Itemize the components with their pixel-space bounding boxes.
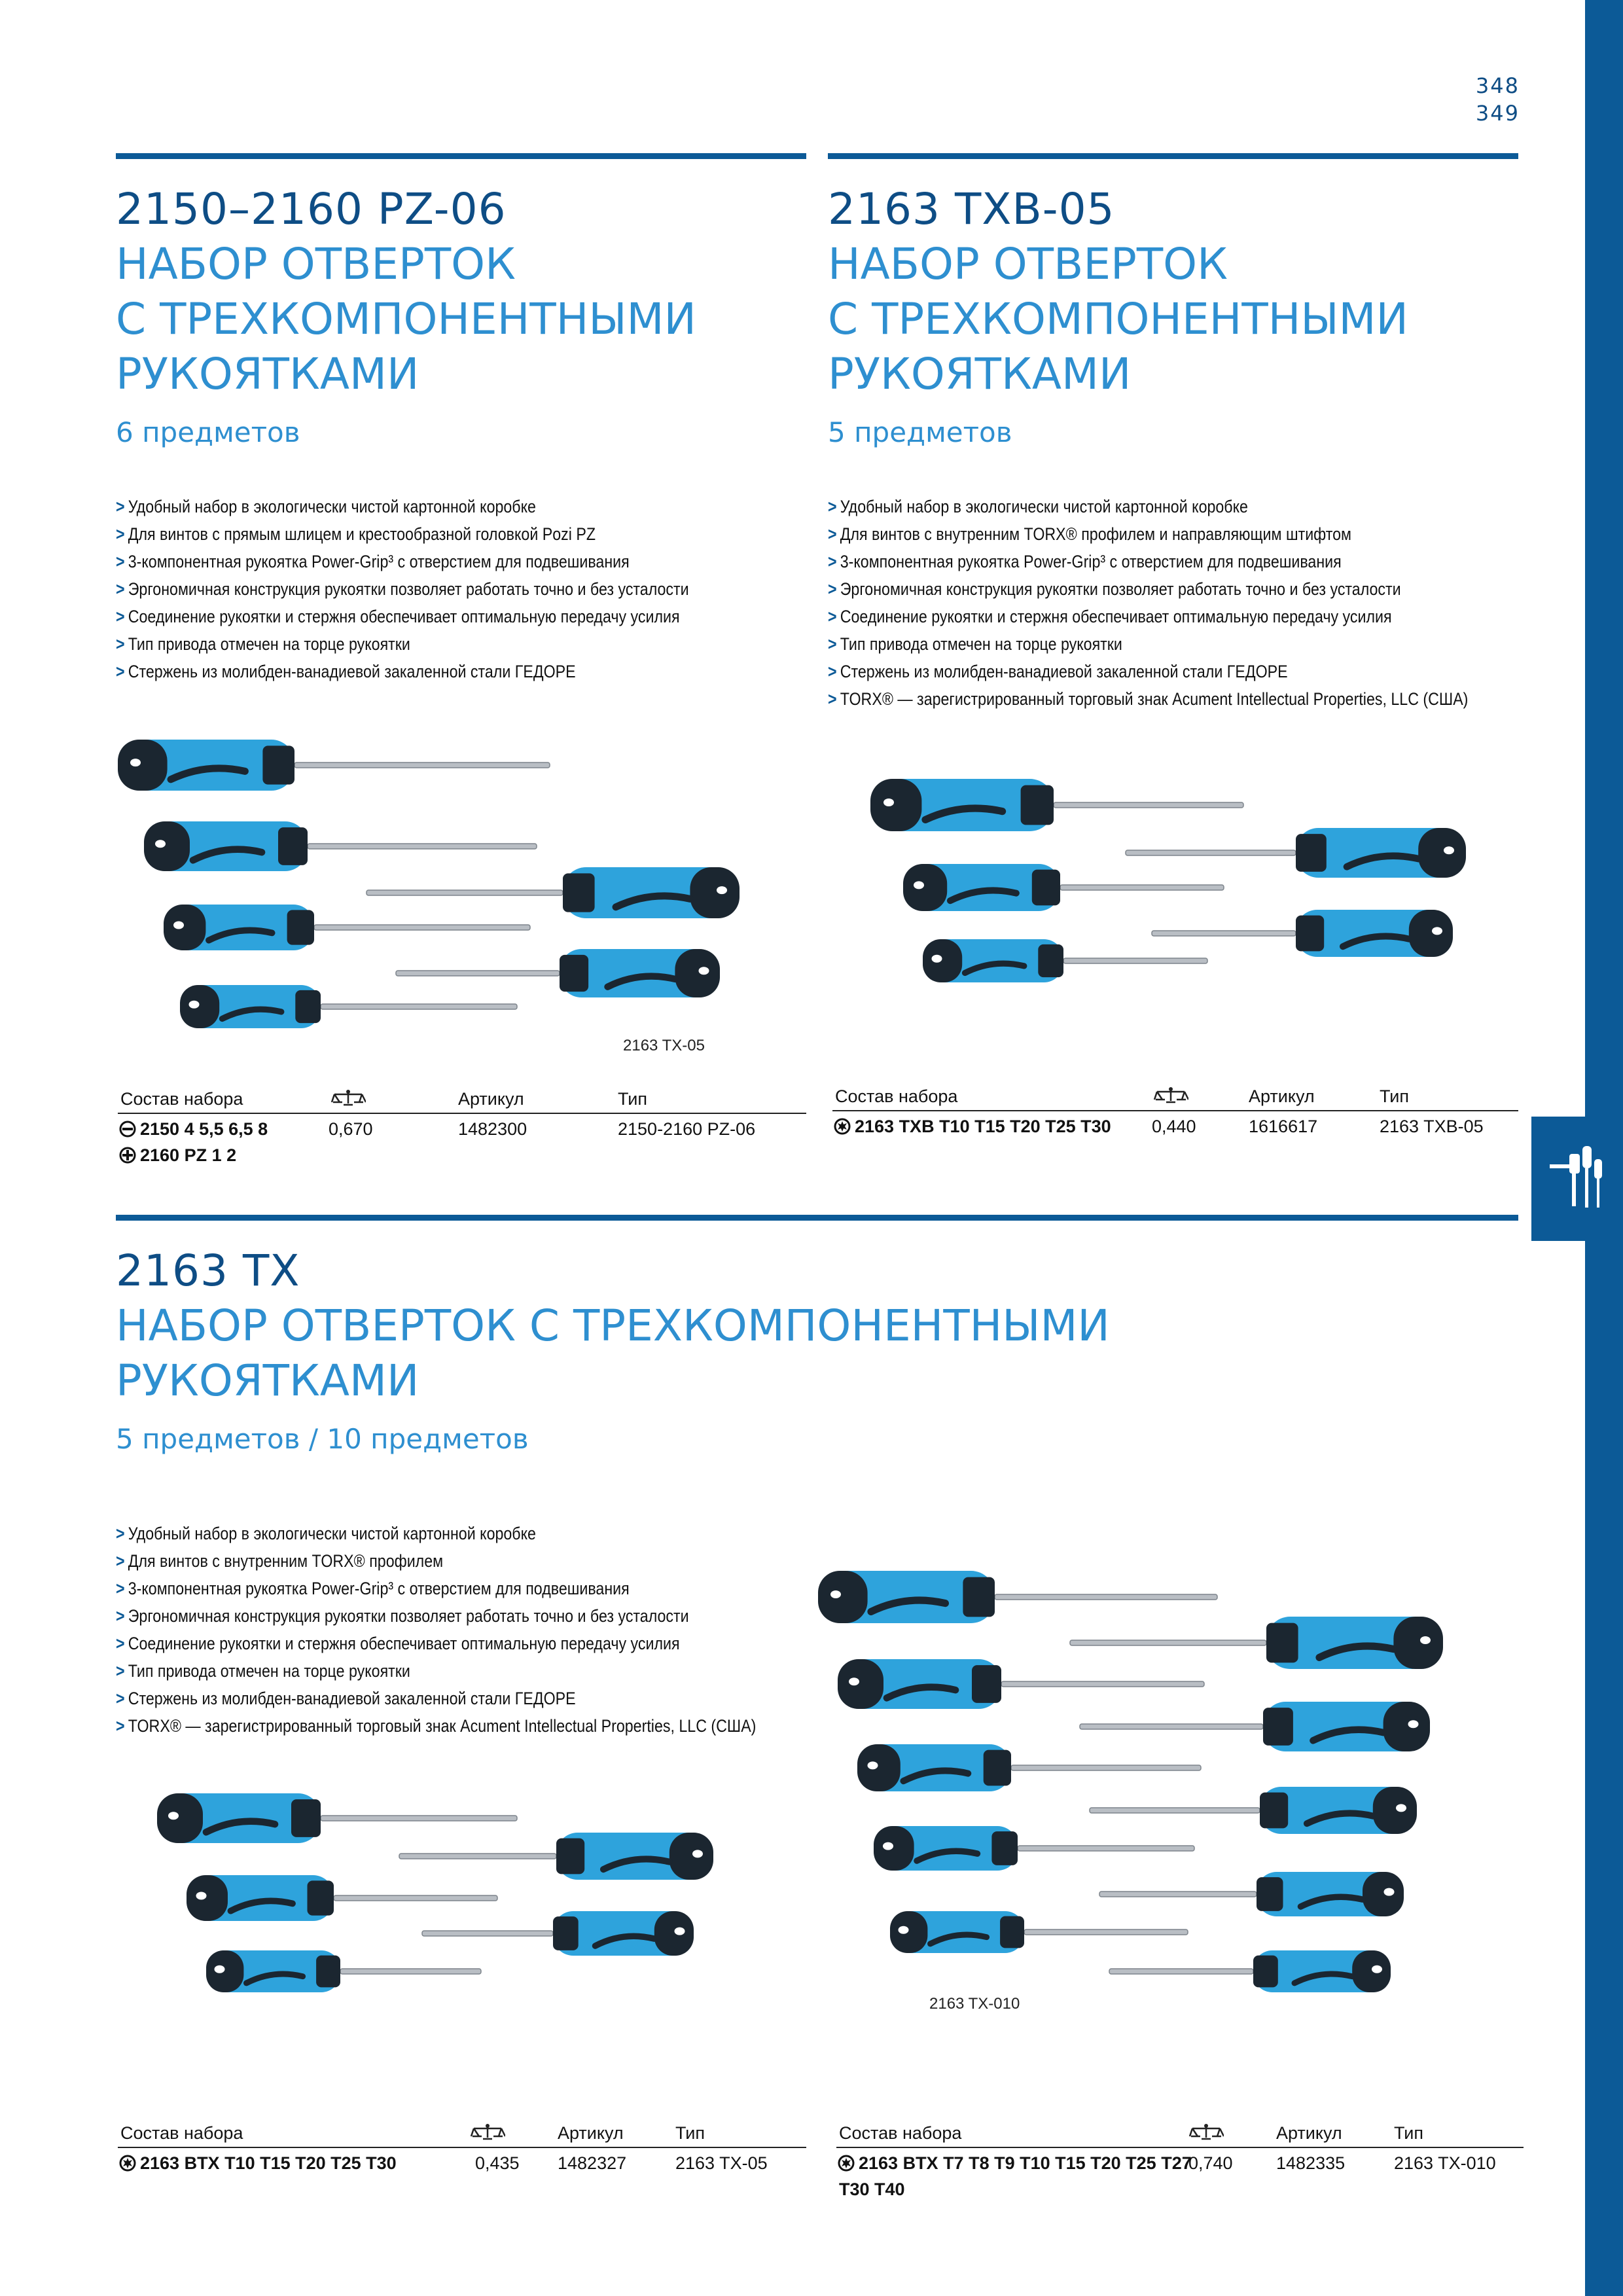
feature-item: > Для винтов с внутренним TORX® профилем [116,1547,756,1575]
torx-drive-icon [119,2155,136,2172]
product-image [118,733,759,1047]
feature-item: > Удобный набор в экологически чистой картонной коробке [116,493,689,520]
feature-item: > TORX® — зарегистрированный торговый знак Acument Intellectual Properties, LLC (США) [116,1712,756,1740]
screwdriver-icon [1070,1617,1443,1669]
section-rule [828,153,1518,159]
column-header-article: Артикул [1276,2123,1342,2143]
feature-item: > 3-компонентная рукоятка Power-Grip³ с отверстием для подвешивания [116,1575,756,1602]
table-header [118,2121,806,2148]
composition-text: 2163 TXB T10 T15 T20 T25 T30 [855,1117,1111,1136]
product-title-line: НАБОР ОТВЕРТОК С ТРЕХКОМПОНЕНТНЫМИ [116,1300,1110,1351]
screwdriver-icon [870,779,1243,831]
product-title-line: РУКОЯТКАМИ [116,349,419,399]
screwdriver-icon [1099,1872,1404,1916]
feature-item: > Стержень из молибден-ванадиевой закаленной стали ГЕДОРЕ [116,658,689,685]
column-header-composition: Состав набора [835,1086,958,1106]
composition-text: 2163 BTX T10 T15 T20 T25 T30 [140,2153,397,2173]
column-header-type: Тип [675,2123,705,2143]
column-header-article: Артикул [558,2123,624,2143]
feature-list [828,493,1468,713]
article-number: 1616617 [1249,1117,1318,1136]
screwdriver-icon [187,1875,497,1921]
item-count: 6 предметов [116,416,300,448]
screwdriver-icon [923,939,1207,982]
feature-item: > Тип привода отмечен на торце рукоятки [116,630,689,658]
column-header-composition: Состав набора [120,1089,243,1109]
category-tab[interactable] [1531,1117,1623,1241]
spec-table [118,2121,806,2186]
weight-value: 0,435 [475,2153,520,2173]
screwdriver-icon [874,1826,1194,1871]
scale-icon [470,2123,505,2145]
section-3-heading [116,1244,1110,1408]
feature-item: > Для винтов с внутренним TORX® профилем и направляющим штифтом [828,520,1468,548]
article-number: 1482327 [558,2153,627,2173]
feature-item: > Удобный набор в экологически чистой картонной коробке [116,1520,756,1547]
feature-item: > Соединение рукоятки и стержня обеспечивает оптимальную передачу усилия [116,603,689,630]
article-number: 1482300 [458,1119,527,1139]
feature-item: > Эргономичная конструкция рукоятки позволяет работать точно и без усталости [116,575,689,603]
weight-value: 0,670 [329,1119,373,1139]
column-header-article: Артикул [1249,1086,1315,1106]
table-row [118,2148,806,2186]
product-title-line: РУКОЯТКАМИ [116,1355,419,1406]
feature-item: > Тип привода отмечен на торце рукоятки [116,1657,756,1685]
table-header [118,1086,806,1114]
table-header [836,2121,1524,2148]
torx-drive-icon [838,2155,855,2172]
product-title-line: РУКОЯТКАМИ [828,349,1132,399]
screwdriver-icon [1126,828,1466,878]
scale-icon [1188,2123,1224,2145]
section-2-heading [828,182,1408,402]
product-code: 2150–2160 PZ-06 [116,184,507,234]
feature-item: > Стержень из молибден-ванадиевой закаленной стали ГЕДОРЕ [828,658,1468,685]
screwdriver-icon [144,821,537,871]
screwdriver-icon [366,867,740,918]
table-row [118,1114,806,1178]
feature-item: > Соединение рукоятки и стержня обеспечивает оптимальную передачу усилия [116,1630,756,1657]
type-value: 2150-2160 PZ-06 [618,1119,756,1139]
screwdriver-category-icon [1543,1139,1609,1218]
feature-item: > 3-компонентная рукоятка Power-Grip³ с отверстием для подвешивания [116,548,689,575]
composition-text: 2150 4 5,5 6,5 8 [140,1119,268,1139]
screwdriver-icon [1109,1950,1391,1992]
torx-drive-icon [834,1118,851,1135]
screwdriver-icon [857,1744,1201,1791]
spec-table [832,1084,1518,1149]
table-header [832,1084,1518,1111]
screwdriver-icon [1080,1702,1430,1751]
spec-table [118,1086,806,1178]
image-caption: 2163 TX-05 [623,1037,705,1054]
image-caption: 2163 TX-010 [929,1995,1020,2013]
feature-item: > Соединение рукоятки и стержня обеспечивает оптимальную передачу усилия [828,603,1468,630]
section-rule [116,1215,1518,1221]
screwdriver-icon [157,1793,517,1843]
screwdriver-icon [903,864,1224,911]
screwdriver-icon [164,905,530,950]
screwdriver-icon [396,949,720,997]
type-value: 2163 TXB-05 [1380,1117,1484,1136]
screwdriver-icon [1090,1787,1417,1834]
screwdriver-icon [422,1911,694,1956]
edge-bar-top [1585,0,1623,1117]
weight-value: 0,740 [1188,2153,1233,2173]
screwdriver-icon [838,1659,1204,1709]
product-image [818,1564,1459,2009]
screwdriver-icon [180,985,517,1028]
product-image [864,766,1479,1001]
feature-item: > Эргономичная конструкция рукоятки позволяет работать точно и без усталости [116,1602,756,1630]
page-number-left: 348 [1475,73,1520,98]
composition-text: 2163 BTX T7 T8 T9 T10 T15 T20 T25 T27 [859,2153,1192,2173]
slotted-drive-icon [119,1121,136,1138]
feature-item: > TORX® — зарегистрированный торговый знак Acument Intellectual Properties, LLC (США) [828,685,1468,713]
feature-item: > 3-компонентная рукоятка Power-Grip³ с отверстием для подвешивания [828,548,1468,575]
type-value: 2163 TX-05 [675,2153,768,2173]
pozi-drive-icon [119,1147,136,1164]
product-code: 2163 TXB-05 [828,184,1115,234]
section-1-heading [116,182,696,402]
feature-item: > Для винтов с прямым шлицем и крестообразной головкой Pozi PZ [116,520,689,548]
section-rule [116,153,806,159]
feature-list [116,1520,756,1740]
scale-icon [1153,1086,1188,1108]
feature-item: > Удобный набор в экологически чистой картонной коробке [828,493,1468,520]
item-count: 5 предметов [828,416,1012,448]
composition-text: T30 T40 [839,2179,905,2199]
feature-item: > Эргономичная конструкция рукоятки позволяет работать точно и без усталости [828,575,1468,603]
screwdriver-icon [399,1833,713,1880]
column-header-type: Тип [618,1089,648,1109]
screwdriver-icon [206,1950,481,1992]
composition-text: 2160 PZ 1 2 [140,1145,237,1165]
screwdriver-icon [890,1911,1188,1953]
table-row [836,2148,1524,2212]
table-row [832,1111,1518,1149]
feature-item: > Стержень из молибден-ванадиевой закаленной стали ГЕДОРЕ [116,1685,756,1712]
product-title-line: С ТРЕХКОМПОНЕНТНЫМИ [116,294,696,344]
column-header-type: Тип [1380,1086,1410,1106]
scale-icon [330,1089,366,1111]
item-count: 5 предметов / 10 предметов [116,1423,529,1455]
product-image [151,1780,726,1996]
column-header-composition: Состав набора [839,2123,962,2143]
column-header-type: Тип [1394,2123,1424,2143]
page-number-right: 349 [1475,101,1520,126]
feature-list [116,493,689,685]
article-number: 1482335 [1276,2153,1346,2173]
product-title-line: С ТРЕХКОМПОНЕНТНЫМИ [828,294,1408,344]
weight-value: 0,440 [1152,1117,1196,1136]
product-title-line: НАБОР ОТВЕРТОК [116,239,516,289]
screwdriver-icon [1152,910,1453,957]
column-header-article: Артикул [458,1089,524,1109]
feature-item: > Тип привода отмечен на торце рукоятки [828,630,1468,658]
product-code: 2163 TX [116,1246,300,1296]
column-header-composition: Состав набора [120,2123,243,2143]
edge-bar-bottom [1585,1241,1623,2296]
screwdriver-icon [818,1571,1217,1623]
spec-table [836,2121,1524,2212]
type-value: 2163 TX-010 [1394,2153,1496,2173]
product-title-line: НАБОР ОТВЕРТОК [828,239,1228,289]
screwdriver-icon [118,740,550,791]
